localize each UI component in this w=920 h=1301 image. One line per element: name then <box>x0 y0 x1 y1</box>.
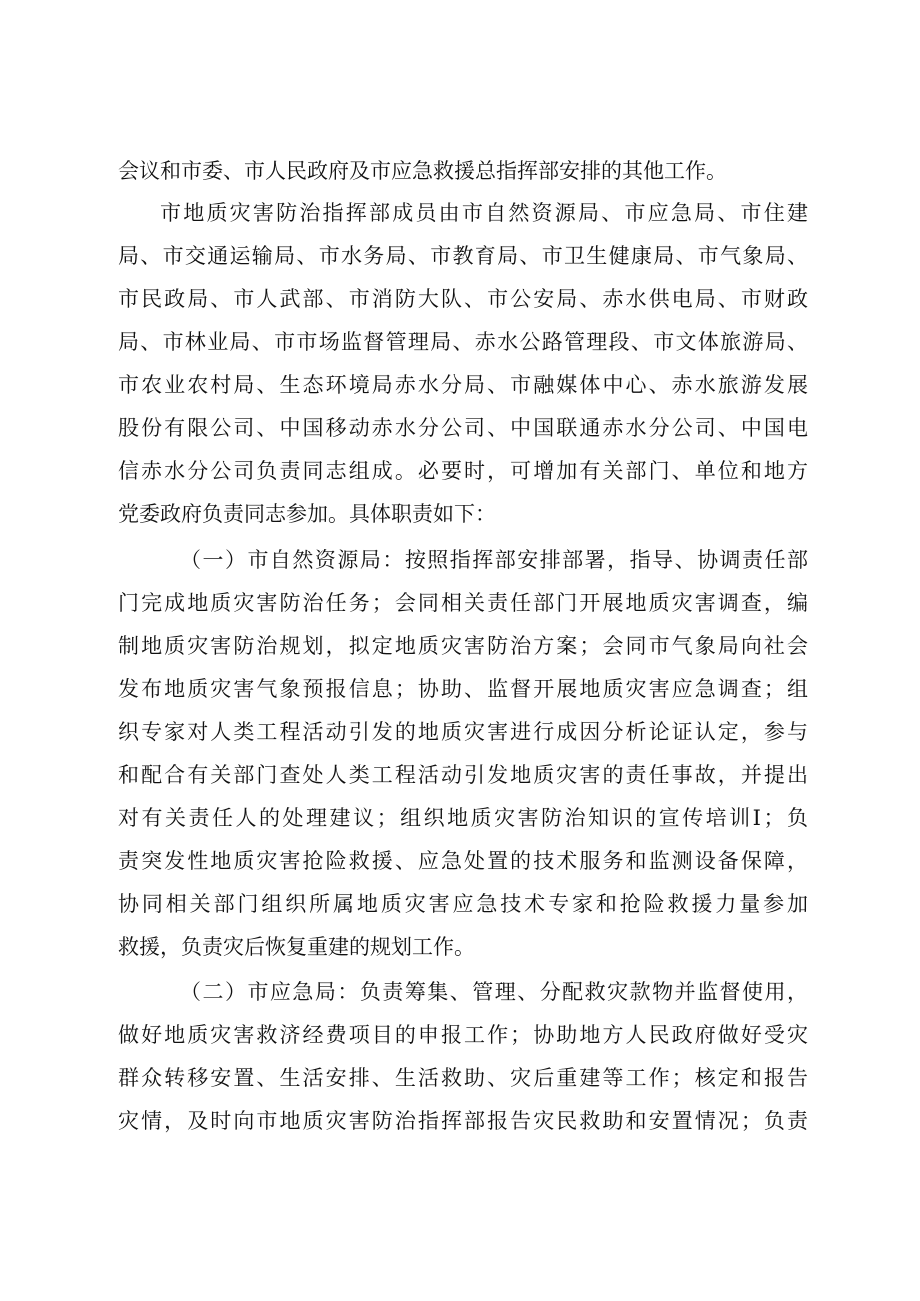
text-line: 织专家对人类工程活动引发的地质灾害进行成因分析论证认定，参与 <box>118 720 808 744</box>
text-line: 群众转移安置、生活安排、生活救助、灾后重建等工作；核定和报告 <box>118 1066 808 1090</box>
text-line: 党委政府负责同志参加。具体职责如下： <box>118 502 496 526</box>
text-line: 制地质灾害防治规划，拟定地质灾害防治方案；会同市气象局向社会 <box>118 634 808 658</box>
text-line: 协同相关部门组织所属地质灾害应急技术专家和抢险救援力量参加 <box>118 892 808 916</box>
text-line: 会议和市委、市人民政府及市应急救援总指挥部安排的其他工作。 <box>118 159 727 183</box>
text-line: 局、市交通运输局、市水务局、市教育局、市卫生健康局、市气象局、 <box>118 244 808 268</box>
text-line: 局、市林业局、市市场监督管理局、赤水公路管理段、市文体旅游局、 <box>118 330 808 354</box>
text-line: 灾情，及时向市地质灾害防治指挥部报告灾民救助和安置情况；负责 <box>118 1109 808 1133</box>
text-line: （一）市自然资源局：按照指挥部安排部署，指导、协调责任部 <box>180 548 808 572</box>
text-line: 和配合有关部门查处人类工程活动引发地质灾害的责任事故，并提出 <box>118 763 808 787</box>
text-line: 股份有限公司、中国移动赤水分公司、中国联通赤水分公司、中国电 <box>118 416 808 440</box>
text-line: 信赤水分公司负责同志组成。必要时，可增加有关部门、单位和地方 <box>118 459 808 483</box>
text-line: 市地质灾害防治指挥部成员由市自然资源局、市应急局、市住建 <box>160 201 808 225</box>
text-line: 市农业农村局、生态环境局赤水分局、市融媒体中心、赤水旅游发展 <box>118 373 808 397</box>
text-line: 门完成地质灾害防治任务；会同相关责任部门开展地质灾害调查，编 <box>118 591 808 615</box>
text-line: 责突发性地质灾害抢险救援、应急处置的技术服务和监测设备保障， <box>118 849 808 873</box>
text-line: 做好地质灾害救济经费项目的申报工作；协助地方人民政府做好受灾 <box>118 1023 808 1047</box>
text-line: 对有关责任人的处理建议；组织地质灾害防治知识的宣传培训Ⅰ；负 <box>118 806 808 830</box>
text-line: 市民政局、市人武部、市消防大队、市公安局、赤水供电局、市财政 <box>118 287 808 311</box>
text-line: 救援，负责灾后恢复重建的规划工作。 <box>118 935 475 959</box>
text-line: 发布地质灾害气象预报信息；协助、监督开展地质灾害应急调查；组 <box>118 677 808 701</box>
text-line: （二）市应急局：负责筹集、管理、分配救灾款物并监督使用， <box>180 980 808 1004</box>
